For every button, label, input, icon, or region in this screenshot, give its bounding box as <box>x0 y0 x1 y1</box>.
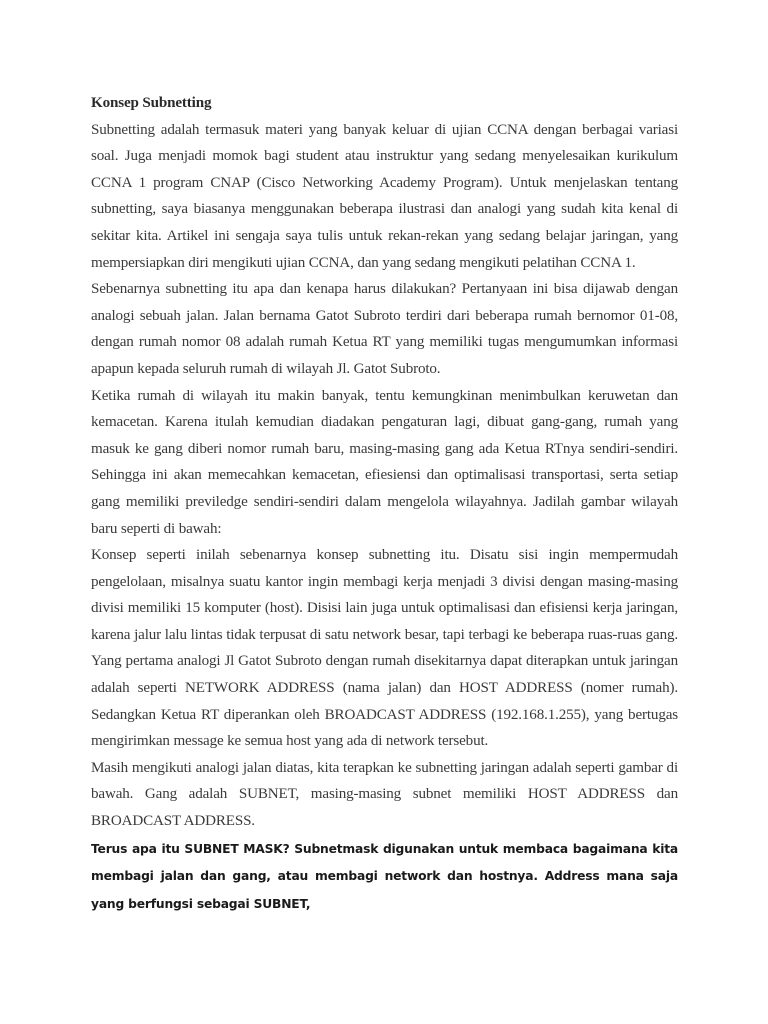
document-page <box>91 90 678 918</box>
paragraph-subnet-mask: Terus apa itu SUBNET MASK? Subnetmask digunakan untuk membaca bagaimana kita membagi jalan dan gang, atau membagi network dan hostnya. Address mana saja yang berfungsi sebagai SUBNET, <box>91 841 678 911</box>
paragraph-analogy-alley: Ketika rumah di wilayah itu makin banyak, tentu kemungkinan menimbulkan keruwetan dan kemacetan. Karena itulah kemudian diadakan pengaturan lagi, dibuat gang-gang, rumah yang masuk ke gang diberi nomor rumah baru, masing-masing gang ada Ketua RTnya sendiri-sendiri. Sehingga ini akan memecahkan kemacetan, efiesiensi dan optimalisasi transportasi, serta setiap gang memiliki previledge sendiri-sendiri dalam mengelola wilayahnya. Jadilah gambar wilayah baru seperti di bawah: <box>91 387 678 537</box>
paragraph-subnet-mapping: Masih mengikuti analogi jalan diatas, kita terapkan ke subnetting jaringan adalah seperti gambar di bawah. Gang adalah SUBNET, masing-masing subnet memiliki HOST ADDRESS dan BROADCAST ADDRESS. <box>91 759 678 830</box>
paragraph-intro: Subnetting adalah termasuk materi yang banyak keluar di ujian CCNA dengan berbagai variasi soal. Juga menjadi momok bagi student atau instruktur yang sedang menyelesaikan kurikulum CCNA 1 program CNAP (Cisco Networking Academy Program). Untuk menjelaskan tentang subnetting, saya biasanya menggunakan beberapa ilustrasi dan analogi yang sudah kita kenal di sekitar kita. Artikel ini sengaja saya tulis untuk rekan-rekan yang sedang belajar jaringan, yang mempersiapkan diri mengikuti ujian CCNA, dan yang sedang mengikuti pelatihan CCNA 1. <box>91 121 678 271</box>
document-title: Konsep Subnetting <box>91 95 212 111</box>
paragraph-subnetting-concept: Konsep seperti inilah sebenarnya konsep subnetting itu. Disatu sisi ingin mempermudah pengelolaan, misalnya suatu kantor ingin membagi kerja menjadi 3 divisi dengan masing-masing divisi memiliki 15 komputer (host). Disisi lain juga untuk optimalisasi dan efisiensi kerja jaringan, karena jalur lalu lintas tidak terpusat di satu network besar, tapi terbagi ke beberapa ruas-ruas gang. Yang pertama analogi Jl Gatot Subroto dengan rumah disekitarnya dapat diterapkan untuk jaringan adalah seperti NETWORK ADDRESS (nama jalan) dan HOST ADDRESS (nomer rumah). Sedangkan Ketua RT diperankan oleh BROADCAST ADDRESS (192.168.1.255), yang bertugas mengirimkan message ke semua host yang ada di network tersebut. <box>91 547 678 750</box>
paragraph-analogy-street: Sebenarnya subnetting itu apa dan kenapa harus dilakukan? Pertanyaan ini bisa dijawab dengan analogi sebuah jalan. Jalan bernama Gatot Subroto terdiri dari beberapa rumah bernomor 01-08, dengan rumah nomor 08 adalah rumah Ketua RT yang memiliki tugas mengumumkan informasi apapun kepada seluruh rumah di wilayah Jl. Gatot Subroto. <box>91 281 678 377</box>
